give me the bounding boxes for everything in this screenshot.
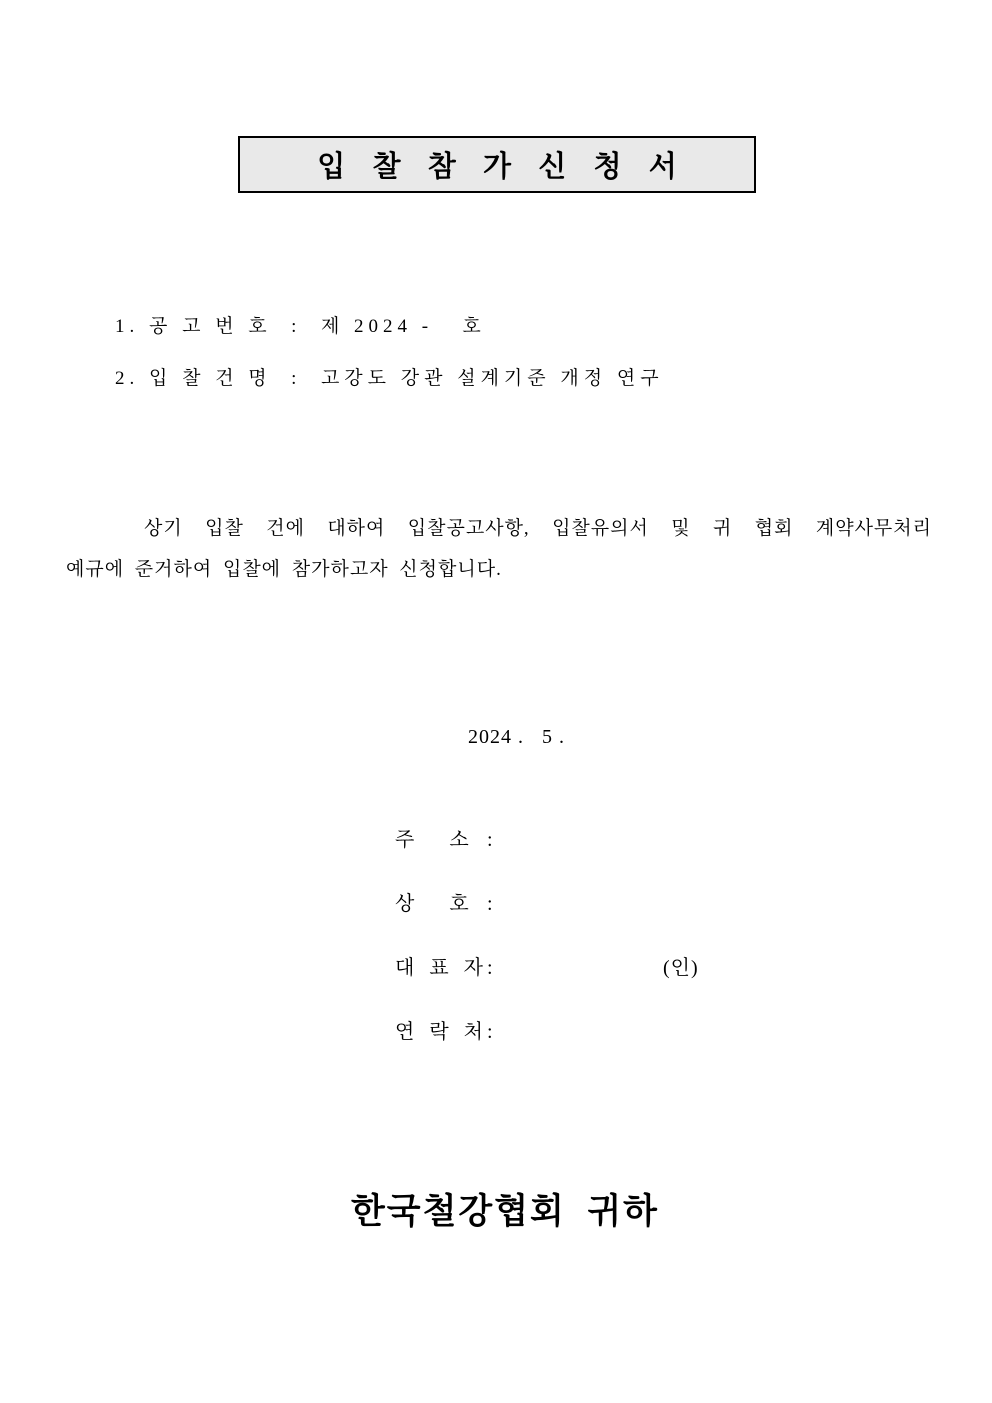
application-statement-line-2: 예규에 준거하여 입찰에 참가하고자 신청합니다. [66, 559, 502, 580]
seal-placeholder: (인) [663, 957, 699, 979]
field-company-name-colon: : [487, 893, 493, 915]
application-statement [66, 508, 932, 590]
field-contact [395, 1018, 915, 1046]
field-representative-label: 대 표 자 [395, 957, 488, 979]
field-contact-label: 연 락 처 [395, 1021, 488, 1043]
bid-title-line: 2. 입 찰 건 명 : 고강도 강관 설계기준 개정 연구 [115, 368, 664, 389]
document-date: 2024 . 5 . [468, 726, 565, 748]
field-address [395, 826, 915, 854]
field-address-label: 주 소 [395, 829, 474, 851]
addressee-line: 한국철강협회 귀하 [351, 1192, 659, 1231]
application-statement-line-1: 상기 입찰 건에 대하여 입찰공고사항, 입찰유의서 및 귀 협회 계약사무처리 [144, 518, 932, 539]
announcement-number-line: 1. 공 고 번 호 : 제 2024 - 호 [115, 316, 486, 337]
field-representative-colon: : [487, 957, 493, 979]
document-title: 입 찰 참 가 신 청 서 [317, 151, 687, 183]
document-title-box [238, 136, 756, 193]
field-company-name-label: 상 호 [395, 893, 474, 915]
field-representative [395, 954, 915, 982]
field-address-colon: : [487, 829, 493, 851]
field-contact-colon: : [487, 1021, 493, 1043]
field-company-name [395, 890, 915, 918]
